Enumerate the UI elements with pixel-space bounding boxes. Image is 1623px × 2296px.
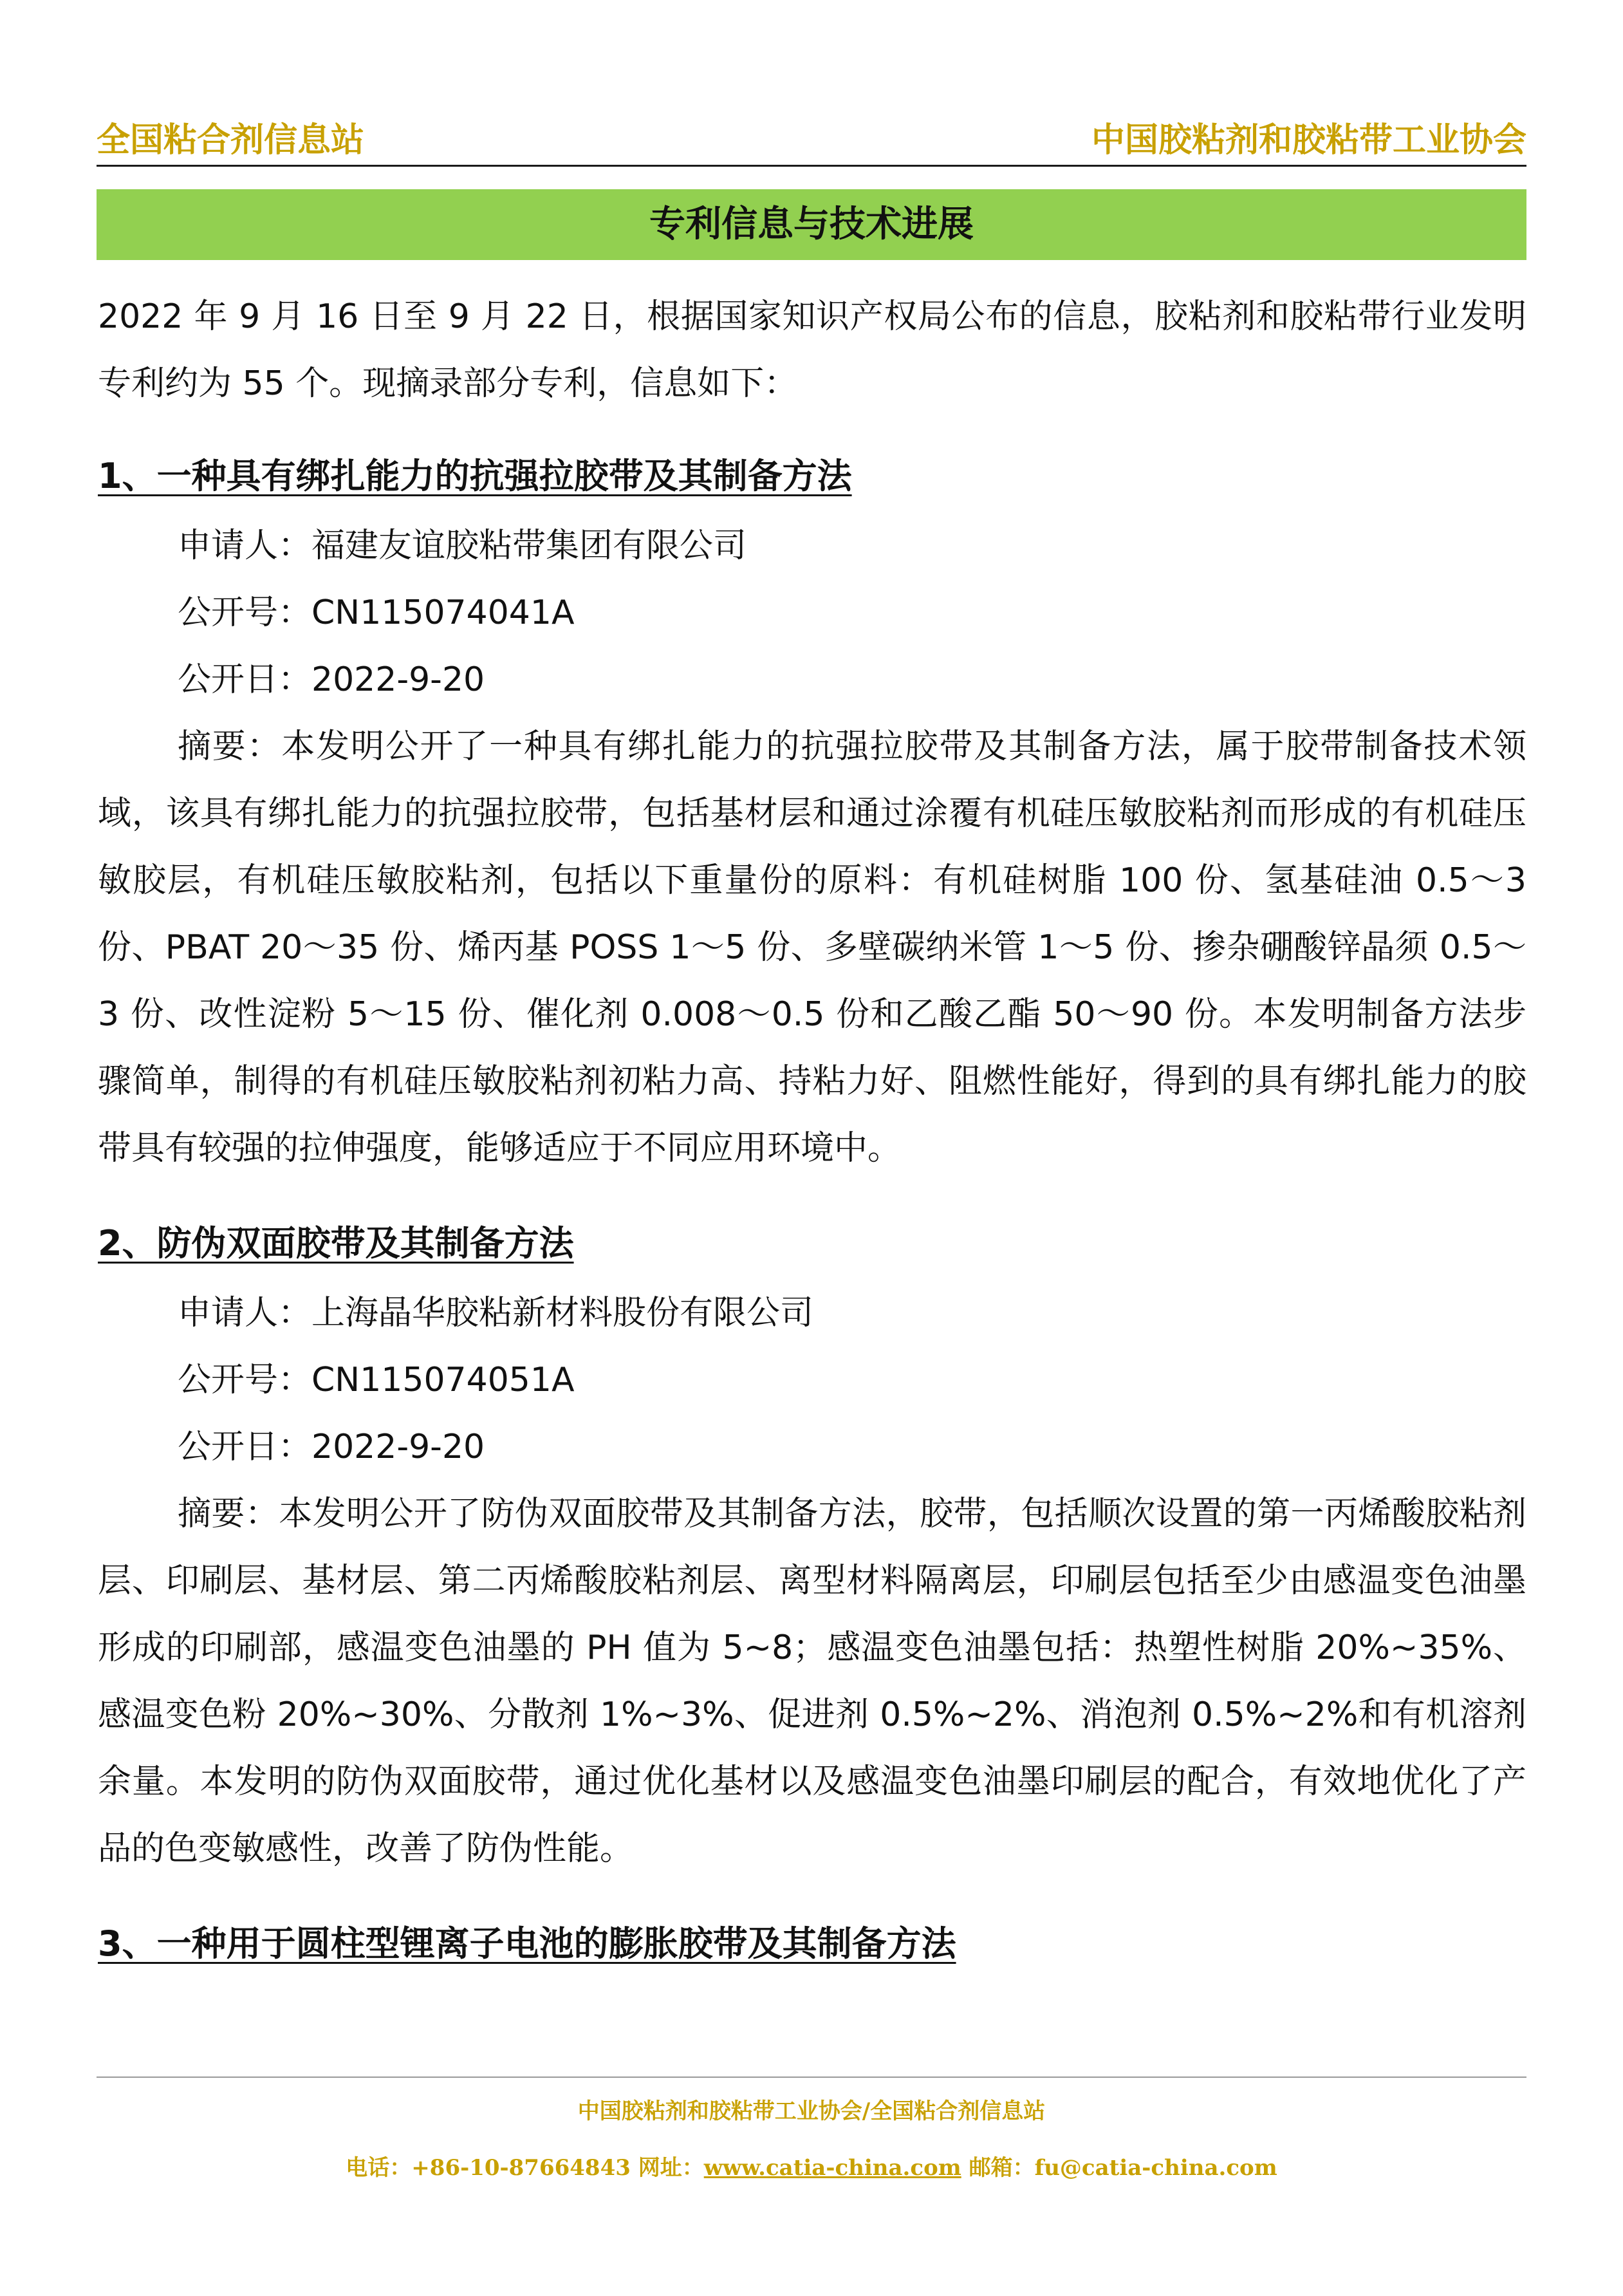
patent-entry-2: [98, 1208, 1526, 1882]
footer-website-link[interactable]: www.catia-china.com: [703, 2155, 961, 2181]
patent-publication-date: 公开日：2022-9-20: [178, 660, 485, 699]
patent-title: 1、一种具有绑扎能力的抗强拉胶带及其制备方法: [98, 456, 852, 496]
header-site-name: 全国粘合剂信息站: [97, 120, 365, 160]
intro-paragraph: 2022 年 9 月 16 日至 9 月 22 日，根据国家知识产权局公布的信息，胶粘剂和胶粘带行业发明专利约为 55 个。现摘录部分专利，信息如下：: [98, 297, 1526, 403]
header-association-name: 中国胶粘剂和胶粘带工业协会: [1091, 120, 1526, 160]
footer-email: 邮箱：fu@catia-china.com: [961, 2155, 1277, 2181]
section-banner: 专利信息与技术进展: [97, 189, 1526, 260]
footer-phone: 电话：+86-10-87664843 网址：: [346, 2155, 704, 2181]
patent-entry-1: [98, 440, 1526, 1182]
patent-entry-3: [98, 1908, 1526, 1980]
patent-title: 3、一种用于圆柱型锂离子电池的膨胀胶带及其制备方法: [98, 1923, 956, 1964]
footer-divider: [97, 2077, 1526, 2078]
patent-publication-number: 公开号：CN115074051A: [178, 1361, 575, 1399]
patent-publication-date: 公开日：2022-9-20: [178, 1428, 485, 1466]
patent-title: 2、防伪双面胶带及其制备方法: [98, 1223, 574, 1264]
footer-contact: [0, 2150, 1623, 2181]
document-body: [98, 283, 1526, 2006]
patent-abstract: 摘要：本发明公开了防伪双面胶带及其制备方法，胶带，包括顺次设置的第一丙烯酸胶粘剂层、印刷层、基材层、第二丙烯酸胶粘剂层、离型材料隔离层，印刷层包括至少由感温变色油墨形成的印刷部，感温变色油墨的 PH 值为 5~8；感温变色油墨包括：热塑性树脂 20%~35%、感温变色粉 20%~30%、分散剂 1%~3%、促进剂 0.5%~2%、消泡剂 0.5%~2%和有机溶剂余量。本发明的防伪双面胶带，通过优化基材以及感温变色油墨印刷层的配合，有效地优化了产品的色变敏感性，改善了防伪性能。: [98, 1495, 1526, 1868]
footer-organization: 中国胶粘剂和胶粘带工业协会/全国粘合剂信息站: [577, 2098, 1046, 2124]
patent-abstract: 摘要：本发明公开了一种具有绑扎能力的抗强拉胶带及其制备方法，属于胶带制备技术领域，该具有绑扎能力的抗强拉胶带，包括基材层和通过涂覆有机硅压敏胶粘剂而形成的有机硅压敏胶层，有机硅压敏胶粘剂，包括以下重量份的原料：有机硅树脂 100 份、氢基硅油 0.5～3 份、PBAT 20～35 份、烯丙基 POSS 1～5 份、多壁碳纳米管 1～5 份、掺杂硼酸锌晶须 0.5～3 份、改性淀粉 5～15 份、催化剂 0.008～0.5 份和乙酸乙酯 50～90 份。本发明制备方法步骤简单，制得的有机硅压敏胶粘剂初粘力高、持粘力好、阻燃性能好，得到的具有绑扎能力的胶带具有较强的拉伸强度，能够适应于不同应用环境中。: [98, 727, 1526, 1168]
patent-applicant: 申请人：福建友谊胶粘带集团有限公司: [178, 527, 747, 565]
page-header: [97, 116, 1526, 167]
patent-publication-number: 公开号：CN115074041A: [178, 593, 575, 632]
patent-applicant: 申请人：上海晶华胶粘新材料股份有限公司: [178, 1294, 814, 1332]
